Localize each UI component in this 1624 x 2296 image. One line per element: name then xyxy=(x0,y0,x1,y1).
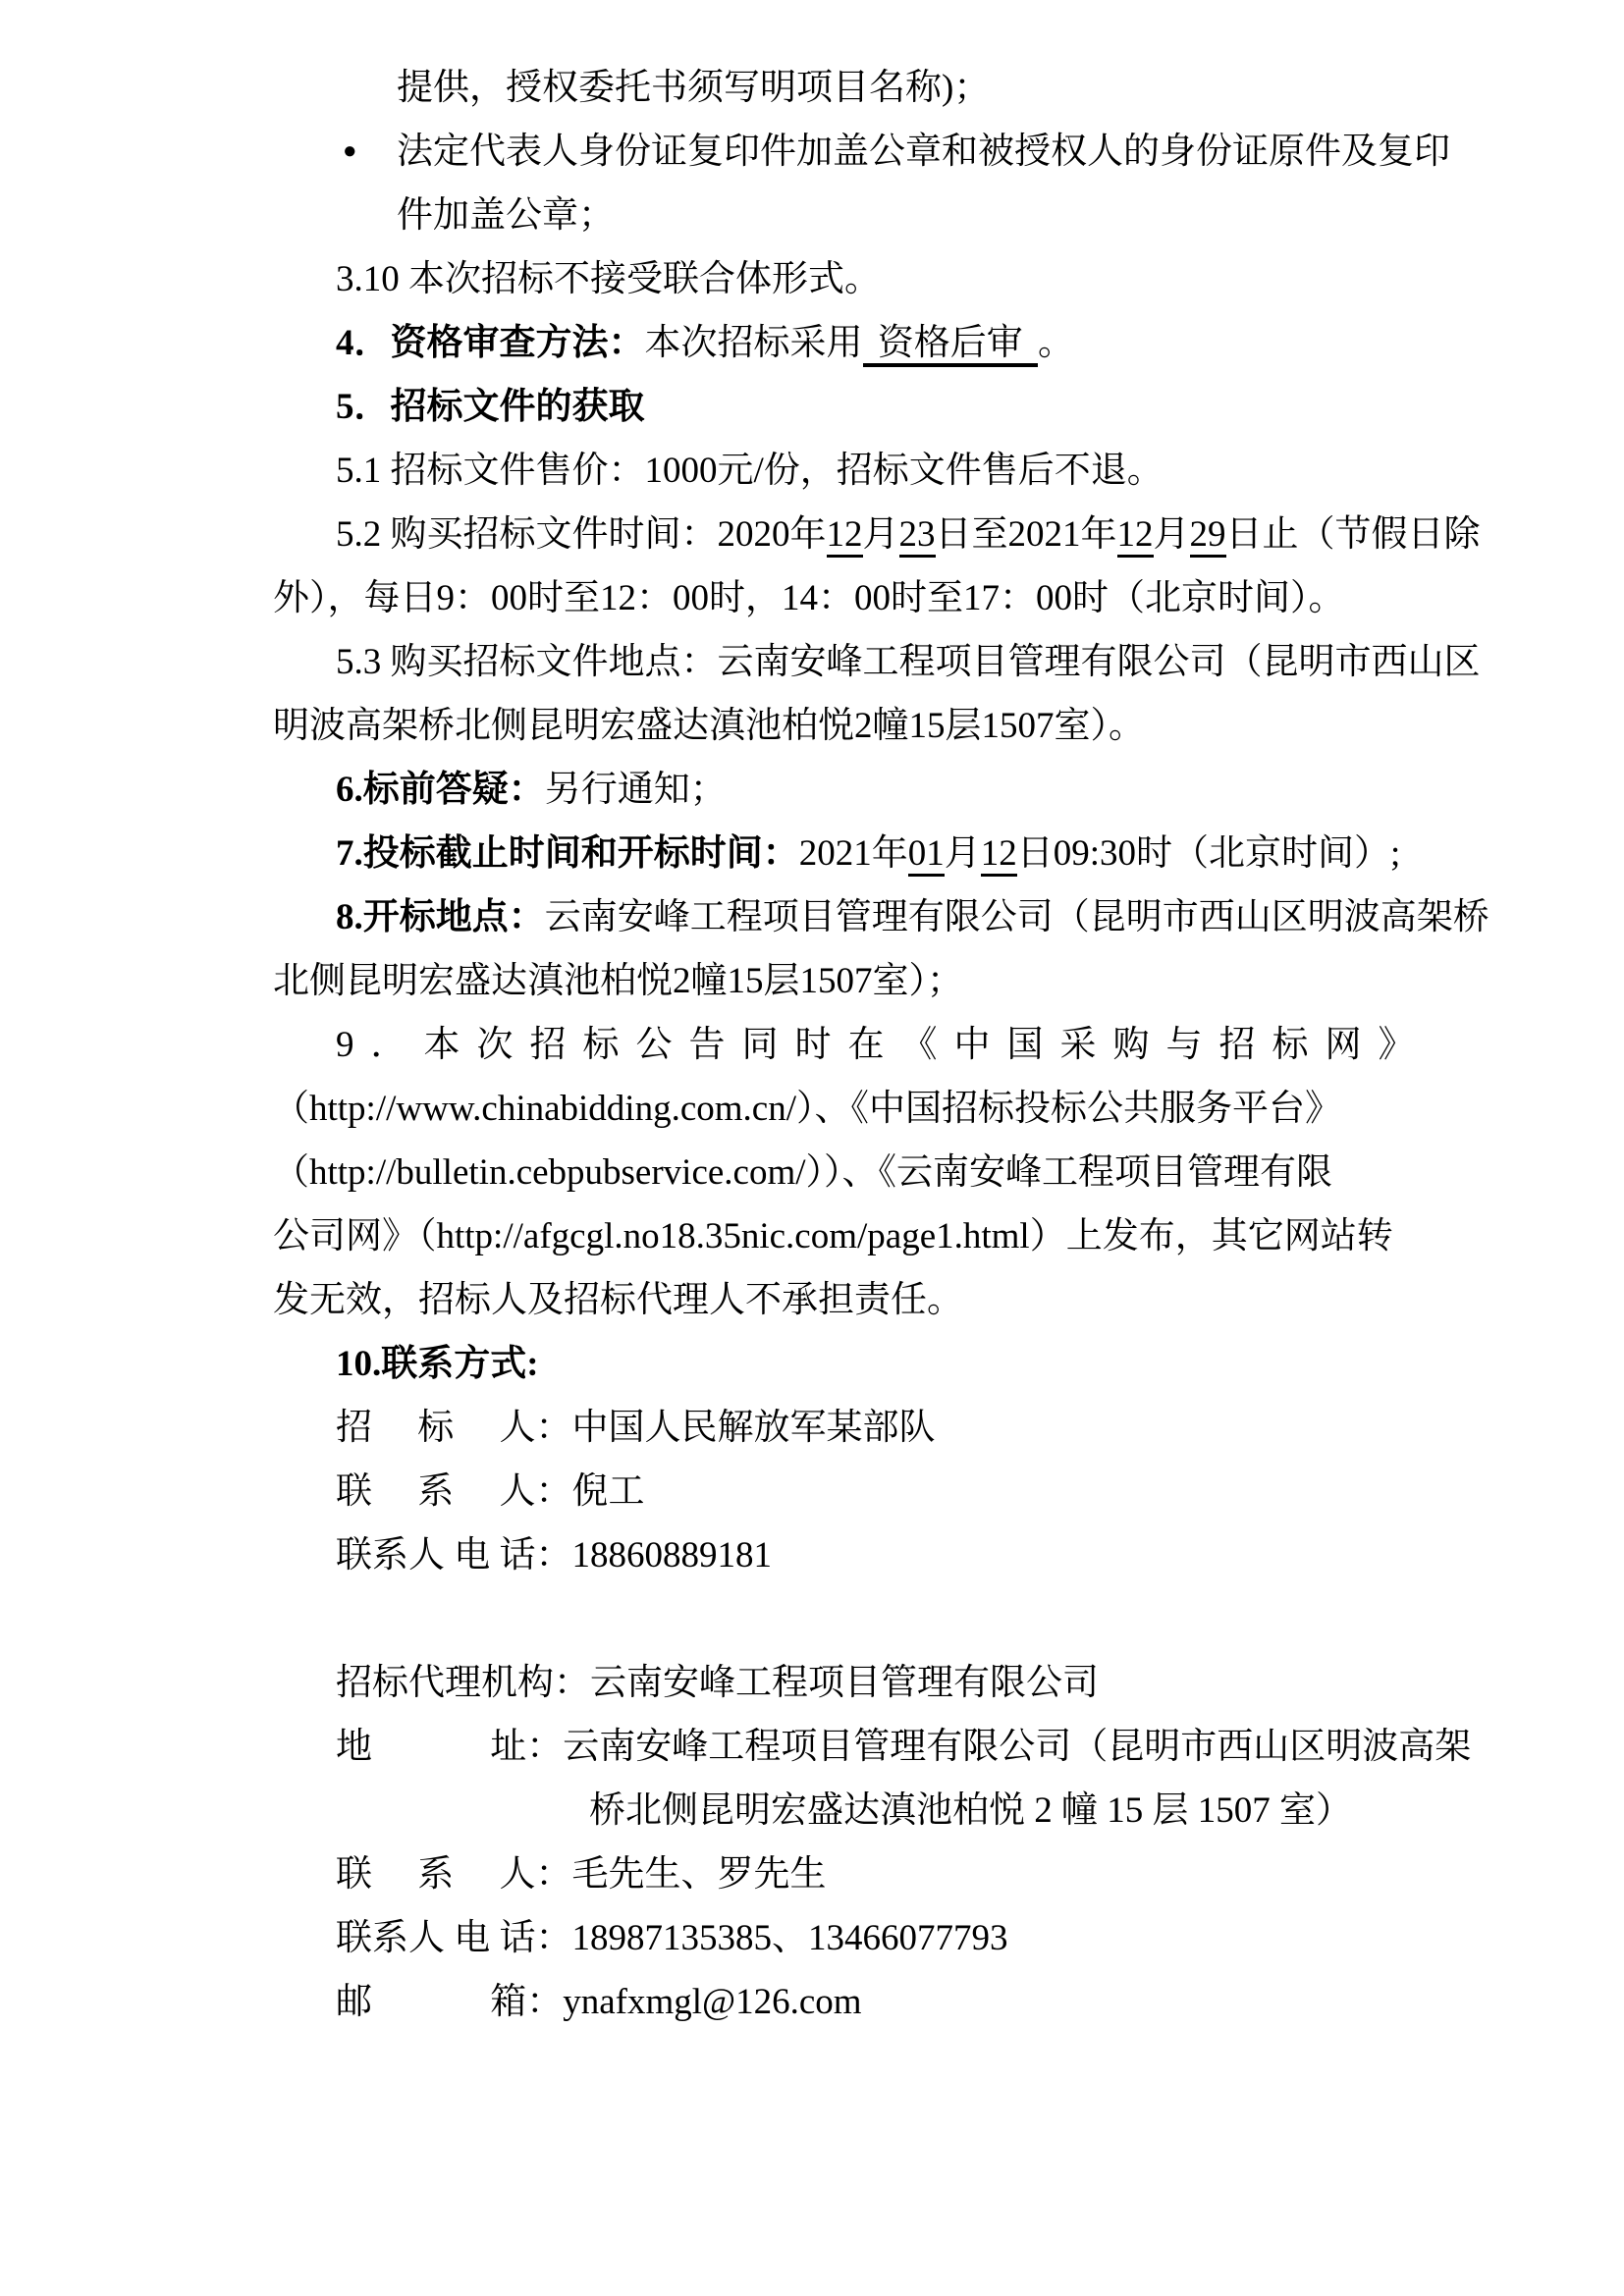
text-segment: 公司网》（http://afgcgl.no18.35nic.com/page1.html）上发布，其它网站转 xyxy=(273,1216,1393,1256)
doc-line xyxy=(273,247,1449,311)
doc-line xyxy=(273,1715,1472,1779)
text-segment: 29 xyxy=(1190,514,1226,558)
doc-line xyxy=(273,375,1449,439)
text-segment: 5.3 购买招标文件地点：云南安峰工程项目管理有限公司（昆明市西山区 xyxy=(336,642,1481,682)
text-segment: 月 xyxy=(1153,514,1190,555)
text-segment: 2021年 xyxy=(798,833,908,874)
text-segment: 5．招标文件的获取 xyxy=(336,387,645,427)
doc-line xyxy=(273,1779,1449,1842)
doc-line xyxy=(273,311,1449,375)
text-segment: 日止（节假日除 xyxy=(1225,514,1481,555)
text-segment: （http://bulletin.cebpubservice.com/））、《云南安峰工程项目管理有限 xyxy=(273,1152,1333,1193)
text-segment: 10.联系方式: xyxy=(336,1344,539,1384)
doc-line xyxy=(273,184,1449,247)
doc-line xyxy=(273,439,1449,503)
text-segment: 。 xyxy=(1038,323,1074,363)
doc-line xyxy=(273,1523,1449,1587)
doc-line xyxy=(273,1906,1449,1970)
text-segment: 8.开标地点： xyxy=(336,897,545,937)
text-segment: 资格后审 xyxy=(863,323,1039,367)
text-segment: 桥北侧昆明宏盛达滇池柏悦 2 幢 15 层 1507 室） xyxy=(589,1790,1352,1831)
text-segment: 9．本次招标公告同时在《中国采购与招标网》 xyxy=(336,1025,1432,1065)
text-segment: 联 系 人：毛先生、罗先生 xyxy=(336,1854,827,1895)
doc-line xyxy=(273,1651,1449,1715)
text-segment: 12 xyxy=(981,833,1017,877)
doc-line xyxy=(273,1141,1449,1204)
doc-line xyxy=(273,1332,1449,1396)
document-body xyxy=(273,56,1489,2034)
bullet-icon: ● xyxy=(343,138,357,165)
doc-line xyxy=(273,822,1449,885)
text-segment: 本次招标采用 xyxy=(644,323,863,363)
text-segment: 提供，授权委托书须写明项目名称)； xyxy=(397,68,991,108)
text-segment: 联系人 电 话：18987135385、13466077793 xyxy=(336,1918,1008,1958)
text-segment: 3.10 本次招标不接受联合体形式。 xyxy=(336,259,881,299)
doc-line xyxy=(273,1970,1449,2034)
doc-line xyxy=(273,1013,1449,1077)
doc-line xyxy=(273,56,1449,120)
doc-line xyxy=(273,503,1481,566)
text-segment: 01 xyxy=(908,833,945,877)
text-segment: 联系人 电 话：18860889181 xyxy=(336,1535,772,1575)
text-segment: 另行通知； xyxy=(544,770,727,810)
doc-line xyxy=(273,694,1449,758)
doc-line xyxy=(273,1396,1449,1460)
text-segment: 5.2 购买招标文件时间：2020年 xyxy=(336,514,827,555)
doc-line xyxy=(273,120,1449,184)
doc-line xyxy=(273,758,1449,822)
text-segment: 月 xyxy=(862,514,899,555)
text-segment: 外），每日9：00时至12：00时，14：00时至17：00时（北京时间）。 xyxy=(273,578,1345,618)
text-segment: 12 xyxy=(1117,514,1154,558)
text-segment: 招 标 人：中国人民解放军某部队 xyxy=(336,1408,936,1448)
doc-line xyxy=(273,566,1449,630)
text-segment: 地 址：云南安峰工程项目管理有限公司（昆明市西山区明波高架 xyxy=(336,1727,1472,1767)
text-segment: 发无效，招标人及招标代理人不承担责任。 xyxy=(273,1280,963,1320)
text-segment: 招标代理机构：云南安峰工程项目管理有限公司 xyxy=(336,1663,1099,1703)
text-segment: 23 xyxy=(899,514,936,558)
text-segment: 邮 箱：ynafxmgl@126.com xyxy=(336,1982,862,2022)
text-segment: 北侧昆明宏盛达滇池柏悦2幢15层1507室）； xyxy=(273,961,963,1001)
text-segment: 6.标前答疑： xyxy=(336,770,545,810)
text-segment: 联 系 人：倪工 xyxy=(336,1471,645,1512)
blank-line xyxy=(273,1587,1449,1651)
text-segment: 4．资格审查方法： xyxy=(336,323,645,363)
doc-line xyxy=(273,949,1449,1013)
doc-line xyxy=(273,1268,1449,1332)
text-segment: 7.投标截止时间和开标时间： xyxy=(336,833,799,874)
text-segment: 5.1 招标文件售价：1000元/份，招标文件售后不退。 xyxy=(336,451,1164,491)
text-segment: 日09:30时（北京时间）; xyxy=(1016,833,1401,874)
text-segment: （http://www.chinabidding.com.cn/）、《中国招标投标公共服务平台》 xyxy=(273,1089,1341,1129)
text-segment: 云南安峰工程项目管理有限公司（昆明市西山区明波高架桥 xyxy=(544,897,1489,937)
doc-line xyxy=(273,1204,1449,1268)
text-segment: 月 xyxy=(944,833,981,874)
text-segment: 明波高架桥北侧昆明宏盛达滇池柏悦2幢15层1507室）。 xyxy=(273,706,1145,746)
doc-line xyxy=(273,1460,1449,1523)
text-segment: 12 xyxy=(827,514,863,558)
text-segment: 日至2021年 xyxy=(935,514,1117,555)
text-segment: 法定代表人身份证复印件加盖公章和被授权人的身份证原件及复印 xyxy=(397,132,1450,172)
text-segment: 件加盖公章； xyxy=(397,195,615,236)
doc-line xyxy=(273,1842,1449,1906)
doc-line xyxy=(273,630,1481,694)
doc-line xyxy=(273,885,1489,949)
doc-line xyxy=(273,1077,1449,1141)
